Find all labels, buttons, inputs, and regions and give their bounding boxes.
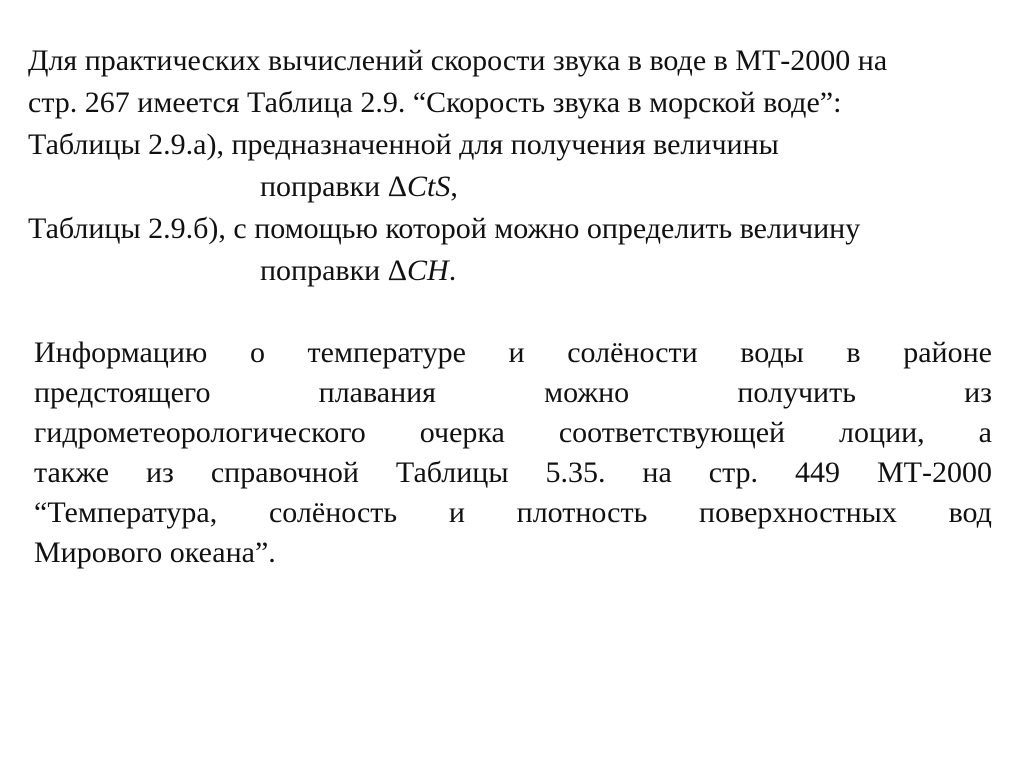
- table-a-lead: Таблицы 2.9.а), предназначенной для получения величины: [28, 128, 779, 161]
- info-word: на: [642, 456, 672, 489]
- info-word: из: [964, 376, 992, 409]
- intro-block: [28, 40, 1008, 292]
- info-word: из: [145, 456, 174, 489]
- info-word: поверхностных: [699, 496, 897, 529]
- info-word: температуре: [307, 336, 466, 369]
- info-paragraph: [34, 333, 992, 573]
- info-word: “Температура,: [34, 496, 218, 529]
- info-word: районе: [903, 336, 992, 369]
- info-word: Таблицы: [395, 456, 509, 489]
- info-word: МТ-2000: [876, 456, 992, 489]
- info-word: можно: [544, 376, 630, 409]
- info-word: 5.35.: [545, 456, 606, 489]
- info-word: справочной: [210, 456, 359, 489]
- table-b-correction: [28, 250, 1008, 292]
- info-word: Информацию: [34, 336, 208, 369]
- info-word: также: [34, 456, 110, 489]
- info-word: плавания: [318, 376, 436, 409]
- table-a-correction: [28, 166, 1008, 208]
- info-word: очерка: [419, 416, 505, 449]
- info-word: о: [249, 336, 265, 369]
- info-word: воды: [740, 336, 804, 369]
- info-word: гидрометеорологического: [34, 416, 366, 449]
- info-word: плотность: [516, 496, 648, 529]
- info-word: стр.: [708, 456, 759, 489]
- info-line: [34, 413, 992, 453]
- table-b-symbol: CH: [407, 254, 449, 287]
- info-lines: [34, 333, 992, 533]
- info-word: предстоящего: [34, 376, 211, 409]
- intro-line-2: стр. 267 имеется Таблица 2.9. “Скорость звука в морской воде”:: [28, 86, 842, 119]
- info-word: в: [846, 336, 861, 369]
- info-word: солёность: [268, 496, 398, 529]
- table-b-correction-suffix: .: [448, 254, 457, 287]
- table-a-symbol: CtS: [407, 170, 451, 203]
- info-word: и: [508, 336, 525, 369]
- table-a-correction-prefix: поправки Δ: [260, 170, 408, 203]
- info-line: [34, 493, 992, 533]
- info-line: [34, 453, 992, 493]
- table-b-correction-prefix: поправки Δ: [260, 254, 408, 287]
- info-word: 449: [795, 456, 840, 489]
- info-word: лоции,: [839, 416, 925, 449]
- info-line: [34, 373, 992, 413]
- info-word: вод: [948, 496, 992, 529]
- info-last-line: Мирового океана”.: [34, 536, 276, 569]
- info-word: получить: [737, 376, 856, 409]
- intro-line-1: Для практических вычислений скорости звука в воде в МТ-2000 на: [28, 44, 888, 77]
- table-b-lead: Таблицы 2.9.б), с помощью которой можно определить величину: [28, 212, 861, 245]
- info-word: и: [448, 496, 465, 529]
- info-word: а: [978, 416, 992, 449]
- table-a-correction-suffix: ,: [450, 170, 458, 203]
- info-line: [34, 333, 992, 373]
- info-word: солёности: [567, 336, 698, 369]
- info-word: соответствующей: [558, 416, 786, 449]
